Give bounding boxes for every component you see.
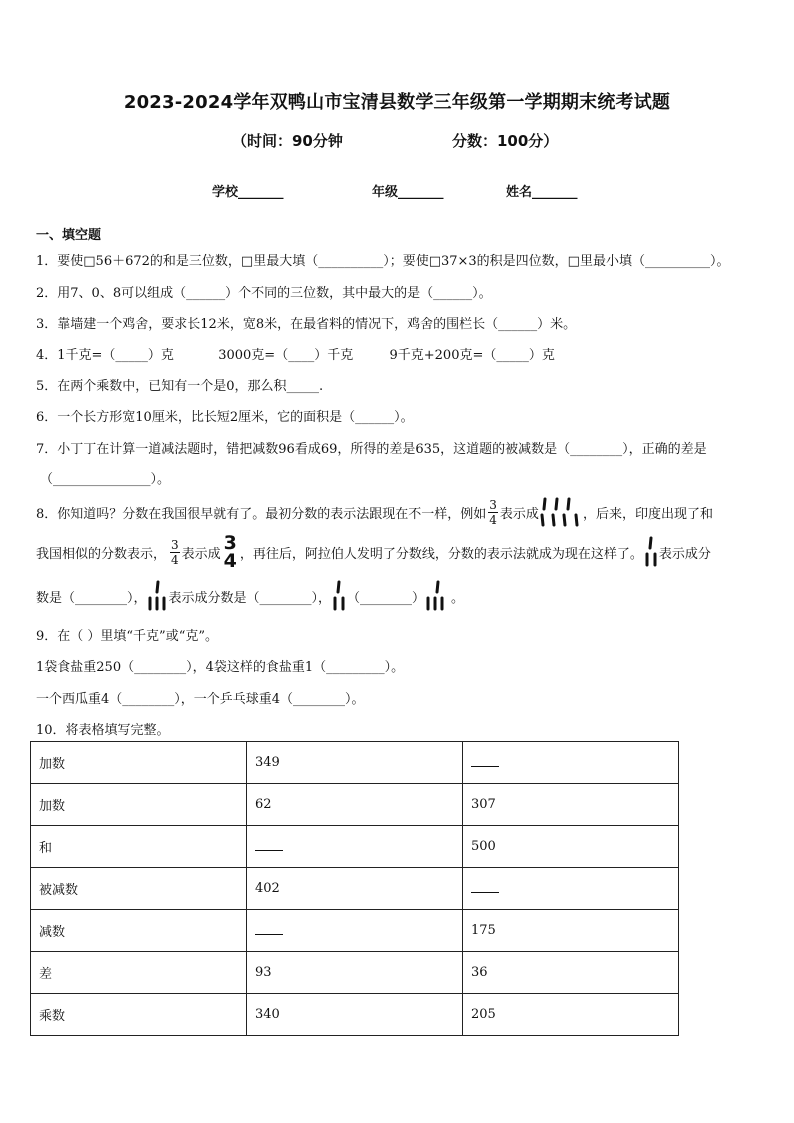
grade-field: 年级_______ — [372, 185, 444, 200]
answer-blank — [471, 880, 499, 893]
table-row-label: 被减数 — [31, 868, 247, 910]
fraction-three-quarters-2 — [170, 539, 180, 566]
q8-text-8: 数是（________）， — [36, 590, 147, 606]
table-cell: 500 — [463, 826, 679, 868]
table-row — [31, 742, 679, 784]
exam-time: （时间：90分钟 — [232, 132, 343, 150]
table-cell: 36 — [463, 952, 679, 994]
table-cell: 62 — [247, 784, 463, 826]
question-4 — [36, 344, 555, 363]
rod-glyph-icon-a — [643, 536, 659, 568]
table-cell-blank[interactable] — [463, 742, 679, 784]
rod-glyph-icon-d — [425, 580, 451, 612]
table-row — [31, 910, 679, 952]
question-8-line-1 — [36, 494, 713, 530]
q8-text-6: ，再往后，阿拉伯人发明了分数线，分数的表示法就成为现在这样了。 — [239, 546, 643, 562]
question-4-part-a: 4．1千克=（_____）克 — [36, 348, 174, 363]
rod-numeral-icon — [539, 496, 583, 528]
table-row — [31, 952, 679, 994]
answer-blank — [255, 922, 283, 935]
fraction-numerator: 3 — [171, 537, 179, 552]
page-title: 2023-2024学年双鸭山市宝清县数学三年级第一学期期末统考试题 — [123, 92, 671, 113]
question-9-part-a: 1袋食盐重250（________），4袋这样的食盐重1（_________）。 — [36, 660, 405, 675]
table-row-label: 差 — [31, 952, 247, 994]
school-field: 学校_______ — [212, 185, 284, 200]
table-row — [31, 784, 679, 826]
table-cell: 402 — [247, 868, 463, 910]
fraction-numerator: 3 — [489, 497, 497, 512]
answer-blank — [471, 754, 499, 767]
question-1: 1．要使□56＋672的和是三位数，□里最大填（__________）；要使□37×3的积是四位数，□里最小填（__________）。 — [36, 254, 730, 269]
q8-text-7: 表示成分 — [658, 546, 711, 562]
q8-text-1: 8．你知道吗？分数在我国很早就有了。最初分数的表示法跟现在不一样，例如 — [36, 506, 487, 522]
table-cell-blank[interactable] — [463, 868, 679, 910]
indian-fraction-icon — [223, 531, 237, 572]
fraction-denominator: 4 — [489, 512, 497, 527]
table-cell: 205 — [463, 994, 679, 1036]
table-row-label: 加数 — [31, 742, 247, 784]
q8-text-9: 表示成分数是（________）， — [168, 590, 332, 606]
name-field: 姓名_______ — [506, 185, 578, 200]
table-row — [31, 868, 679, 910]
question-9: 9．在（ ）里填“千克”或“克”。 — [36, 629, 218, 644]
question-9-part-b: 一个西瓜重4（________），一个乒乓球重4（________）。 — [36, 692, 365, 707]
q8-text-3: ，后来，印度出现了和 — [582, 506, 713, 522]
question-8-line-2 — [36, 531, 711, 572]
question-7-line-2: （_______________）。 — [40, 472, 171, 487]
table-row — [31, 826, 679, 868]
table-cell-blank[interactable] — [247, 826, 463, 868]
question-6: 6．一个长方形宽10厘米，比长短2厘米，它的面积是（______）。 — [36, 410, 414, 425]
q8-text-4: 我国相似的分数表示， — [36, 546, 167, 562]
question-10: 10．将表格填写完整。 — [36, 723, 170, 738]
table-cell: 93 — [247, 952, 463, 994]
table-cell: 340 — [247, 994, 463, 1036]
table-row-label: 乘数 — [31, 994, 247, 1036]
exam-score: 分数：100分） — [452, 132, 559, 150]
table-row-label: 和 — [31, 826, 247, 868]
rod-glyph-icon-c — [331, 580, 347, 612]
fraction-three-quarters — [488, 499, 498, 526]
question-2: 2．用7、0、8可以组成（______）个不同的三位数，其中最大的是（______）。 — [36, 286, 492, 301]
section-heading: 一、填空题 — [36, 228, 102, 243]
question-7-line-1: 7．小丁丁在计算一道减法题时，错把减数96看成69，所得的差是635，这道题的被减数是（________），正确的差是 — [36, 442, 707, 457]
table-row-label: 加数 — [31, 784, 247, 826]
question-3: 3．靠墙建一个鸡舍，要求长12米，宽8米，在最省料的情况下，鸡舍的围栏长（______）米。 — [36, 317, 577, 332]
table-row-label: 减数 — [31, 910, 247, 952]
table-row — [31, 994, 679, 1036]
table-cell: 175 — [463, 910, 679, 952]
question-5: 5．在两个乘数中，已知有一个是0，那么积_____. — [36, 379, 324, 394]
rod-glyph-icon-b — [147, 580, 169, 612]
question-8-line-3 — [36, 578, 464, 614]
table-cell: 349 — [247, 742, 463, 784]
question-4-part-c: 9千克+200克=（_____）克 — [389, 348, 555, 363]
fraction-denominator: 4 — [171, 552, 179, 567]
q8-text-5: 表示成 — [181, 546, 221, 562]
table-cell-blank[interactable] — [247, 910, 463, 952]
q8-text-11: 。 — [451, 590, 465, 606]
answer-blank — [255, 838, 283, 851]
table-cell: 307 — [463, 784, 679, 826]
indian-fraction-bottom: 4 — [223, 550, 237, 572]
fill-table — [30, 741, 679, 1036]
indian-fraction-top: 3 — [223, 531, 237, 554]
q8-text-2: 表示成 — [499, 506, 539, 522]
q8-text-10: （________） — [347, 590, 426, 606]
question-4-part-b: 3000克=（____）千克 — [218, 348, 354, 363]
